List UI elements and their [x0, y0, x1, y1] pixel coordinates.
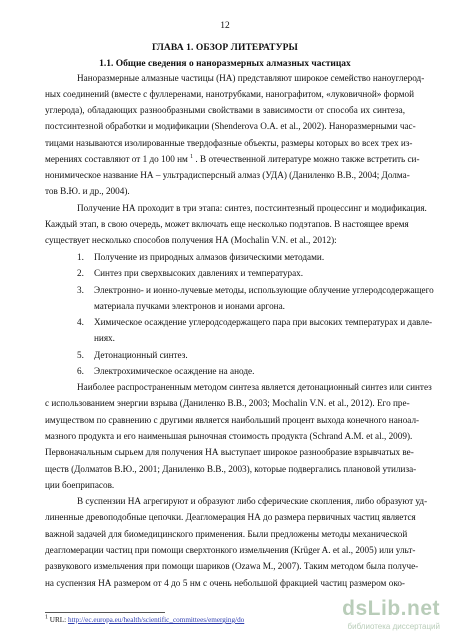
list-item: Получение из природных алмазов физическими методами. [94, 252, 325, 262]
logo-tagline: библиотека диссертаций [347, 622, 440, 631]
text-span: мерениях составляют от 1 до 100 нм [45, 154, 188, 164]
text-line: Каждый этап, в свою очередь, может включать еще несколько подэтапов. В настоящее время [45, 219, 409, 229]
text-line: Наиболее распространенным методом синтеза является детонационный синтез или синтез [77, 382, 432, 392]
text-line: постсинтезной обработки и модификации (Shenderova O.A. et al., 2002). Наноразмерными час- [45, 121, 416, 131]
footnote-link[interactable]: http://ec.europa.eu/health/scientific_committees/emerging/do [67, 616, 245, 624]
list-number: 3. [77, 285, 84, 295]
list-number: 2. [77, 268, 84, 278]
list-item: Химическое осаждение углеродсодержащего пара при высоких температурах и давле- [94, 317, 433, 327]
list-number: 6. [77, 366, 84, 376]
text-line: мазного продукта и его наименьшая рыночная стоимость продукта (Schrand A.M. et al., 2009). [45, 431, 413, 441]
list-item: Электрохимическое осаждение на аноде. [94, 366, 255, 376]
page-number: 12 [220, 21, 230, 31]
text-line: с использованием энергии взрыва (Даниленко В.В., 2003; Mochalin V.N. et al., 2012). Его пре- [45, 398, 410, 408]
list-item: Детонационный синтез. [94, 350, 188, 360]
text-line: важной задачей для биомедицинского применения. Были предложены методы механической [45, 529, 408, 539]
list-item-continuation: материала пучками электронов и ионами аргона. [94, 301, 285, 311]
text-line: на суспензия НА размером от 4 до 5 нм с очень небольшой фракцией частиц размером око- [45, 578, 405, 588]
logo-brand: dsLib.net [342, 597, 440, 620]
list-item: Синтез при сверхвысоких давлениях и температурах. [94, 268, 304, 278]
text-line: линенные древоподобные цепочки. Деагломерация НА до размера первичных частиц является [45, 512, 416, 522]
site-logo [330, 597, 440, 631]
text-line: Наноразмерные алмазные частицы (НА) представляют широкое семейство наноуглерод- [77, 73, 425, 83]
text-line: ных соединений (вместе с фуллеренами, нанотрубками, нанографитом, «луковичной» формой [45, 89, 414, 99]
text-line: Получение НА проходит в три этапа: синтез, постсинтезный процессинг и модификация. [77, 203, 427, 213]
text-line-with-footnote [45, 153, 420, 165]
section-title: 1.1. Общие сведения о наноразмерных алмазных частицах [99, 59, 351, 69]
list-item: Электронно- и ионно-лучевые методы, использующие облучение углеродсодержащего [94, 285, 434, 295]
text-line: В суспензии НА агрегируют и образуют либо сферические скопления, либо образуют уд- [77, 496, 428, 506]
text-line: ции боеприпасов. [45, 480, 115, 490]
footnote-divider [45, 612, 165, 613]
text-line: деагломерации частиц при помощи сверхтонкого измельчения (Krüger A. et al., 2005) или ульт- [45, 545, 416, 555]
footnote-prefix: URL: [48, 616, 68, 624]
text-line: Первоначальным сырьем для получения НА выступает широкое разнообразие взрывчатых ве- [45, 447, 414, 457]
list-number: 1. [77, 252, 84, 262]
text-line: развукового измельчения при помощи шариков (Ozawa M., 2007). Таким методом была получе- [45, 561, 419, 571]
footnote-reference: 1 [190, 153, 194, 160]
chapter-title: ГЛАВА 1. ОБЗОР ЛИТЕРАТУРЫ [152, 43, 298, 53]
text-line: углерода), обладающих разнообразными свойствами в зависимости от способа их синтеза, [45, 105, 405, 115]
footnote-mark: 1 [45, 614, 48, 621]
footnote [45, 616, 244, 624]
text-line: нонимическое название НА – ультрадисперсный алмаз (УДА) (Даниленко В.В., 2004; Долма- [45, 170, 410, 180]
text-line: тицами называются изолированные твердофазные объекты, размеры которых во всех трех из- [45, 138, 413, 148]
list-number: 4. [77, 317, 84, 327]
text-line: ществ (Долматов В.Ю., 2001; Даниленко В.В., 2003), которые подвергались плановой утилиза- [45, 464, 417, 474]
text-span: . В отечественной литературе можно также встретить си- [193, 154, 420, 164]
list-number: 5. [77, 350, 84, 360]
text-line: имуществом по сравнению с другими является наибольший процент выхода конечного нанoал- [45, 415, 420, 425]
list-item-continuation: ниях. [94, 333, 115, 343]
text-line: существует несколько способов получения НА (Mochalin V.N. et al., 2012): [45, 235, 337, 245]
text-line: тов В.Ю. и др., 2004). [45, 186, 130, 196]
